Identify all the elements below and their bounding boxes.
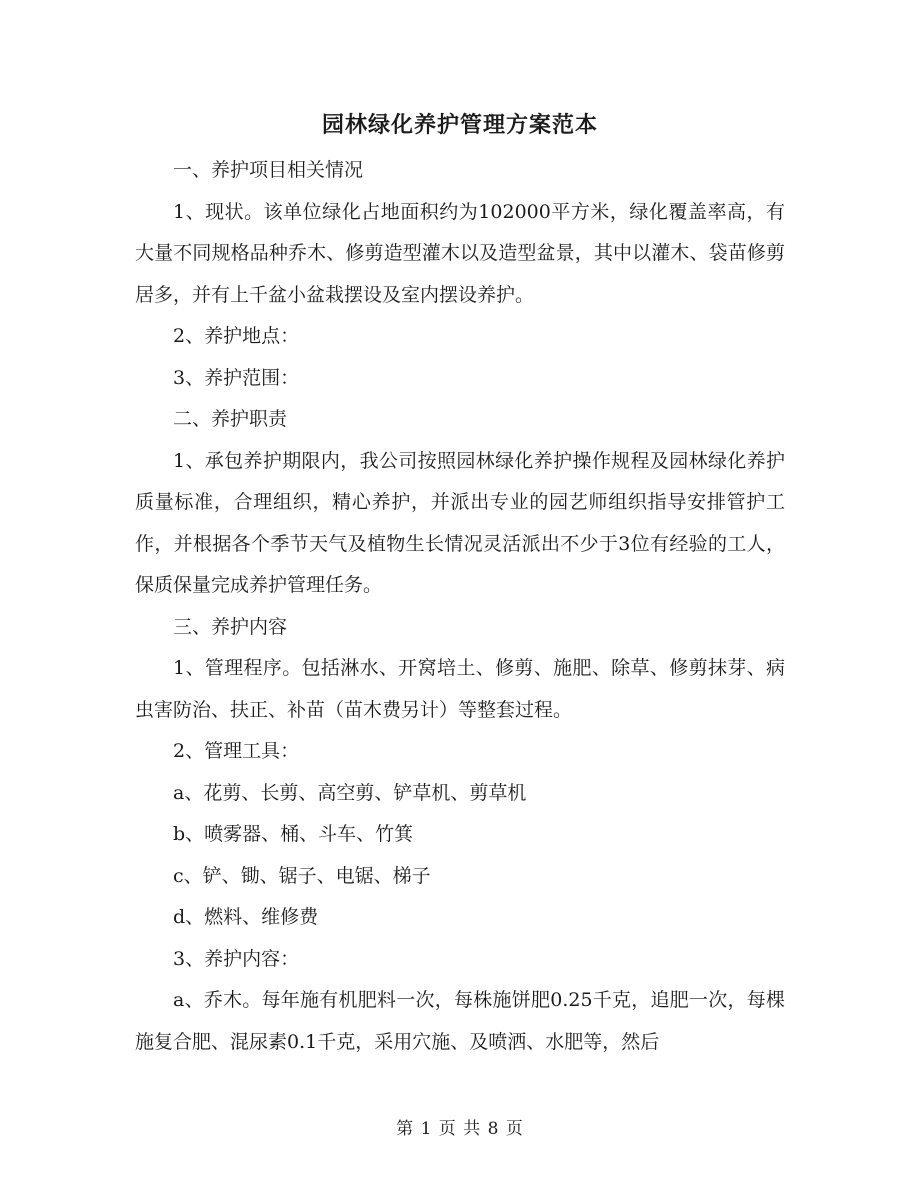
paragraph-maintenance-content: 3、养护内容：: [173, 947, 300, 970]
list-item-tools-c: c、铲、锄、锯子、电锯、梯子: [173, 864, 431, 887]
section-heading-1: 一、养护项目相关情况: [173, 159, 364, 181]
paragraph-duties: 1、承包养护期限内，我公司按照园林绿化养护操作规程及园林绿化养护质量标准，合理组织，精心养护，并派出专业的园艺师组织指导安排管护工作，并根据各个季节天气及植物生长情况灵活派出不少于3位有经验的工人，保质保量完成养护管理任务。: [135, 449, 785, 596]
paragraph-tools: 2、管理工具：: [173, 740, 300, 762]
section-heading-3: 三、养护内容: [173, 615, 288, 638]
paragraph-status: 1、现状。该单位绿化占地面积约为102000平方米，绿化覆盖率高，有大量不同规格品种乔木、修剪造型灌木以及造型盆景，其中以灌木、袋苗修剪居多，并有上千盆小盆栽摆设及室内摆设养护。: [135, 200, 785, 306]
paragraph-procedure: 1、管理程序。包括淋水、开窝培土、修剪、施肥、除草、修剪抹芽、病虫害防治、扶正、补苗（苗木费另计）等整套过程。: [135, 657, 785, 721]
list-item-tools-a: a、花剪、长剪、高空剪、铲草机、剪草机: [173, 781, 527, 804]
list-item-tools-d: d、燃料、维修费: [173, 906, 319, 928]
document-body: [135, 150, 785, 1063]
paragraph-location: 2、养护地点：: [173, 325, 300, 347]
page-title: 园林绿化养护管理方案范本: [321, 113, 598, 138]
section-heading-2: 二、养护职责: [173, 408, 288, 430]
page-footer: 第 1 页 共 8 页: [396, 1119, 524, 1139]
list-item-tools-b: b、喷雾器、桶、斗车、竹箕: [173, 823, 414, 845]
paragraph-scope: 3、养护范围：: [173, 366, 300, 389]
paragraph-trees: a、乔木。每年施有机肥料一次，每株施饼肥0.25千克，追肥一次，每棵施复合肥、混尿素0.1千克，采用穴施、及喷洒、水肥等，然后: [135, 989, 785, 1053]
